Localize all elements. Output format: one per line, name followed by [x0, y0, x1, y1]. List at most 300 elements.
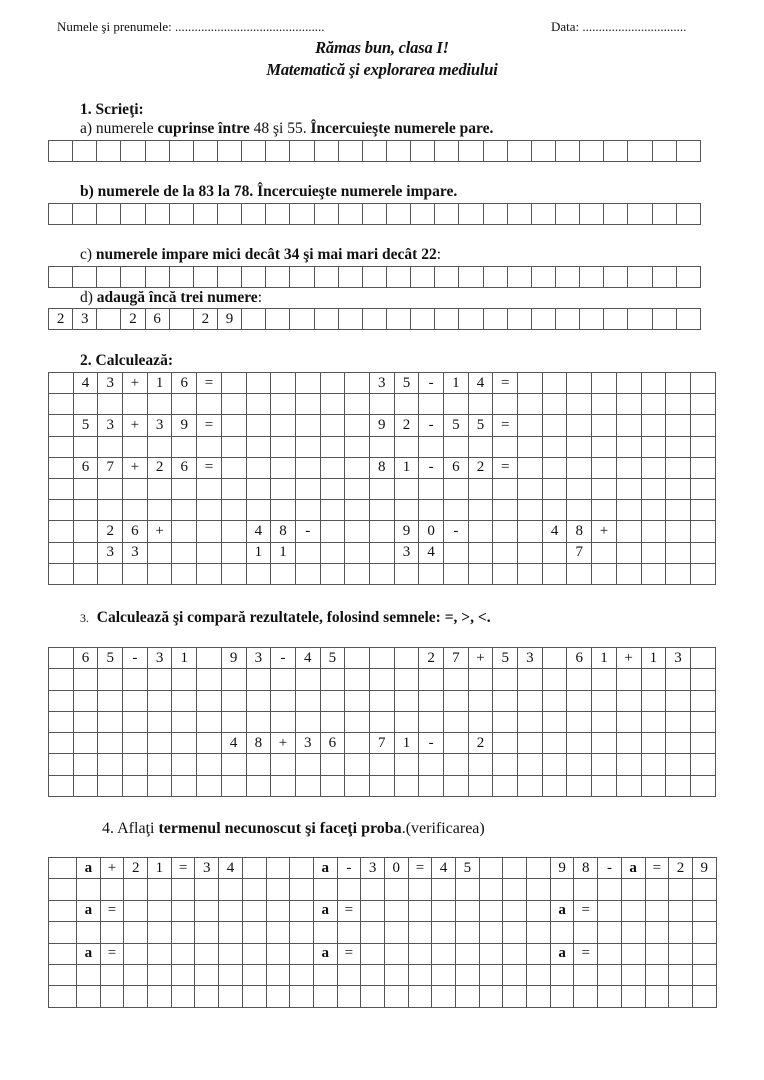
grid-cell[interactable]: [456, 964, 480, 985]
grid-cell[interactable]: [567, 394, 592, 415]
grid-cell[interactable]: [337, 879, 361, 900]
grid-cell[interactable]: [295, 563, 320, 584]
grid-cell[interactable]: 9: [172, 415, 197, 436]
grid-cell[interactable]: [124, 986, 148, 1007]
grid-cell[interactable]: 3: [295, 733, 320, 754]
grid-cell[interactable]: [444, 669, 469, 690]
grid-cell[interactable]: [567, 373, 592, 394]
grid-cell[interactable]: [616, 669, 641, 690]
grid-cell[interactable]: 0: [384, 858, 408, 879]
grid-cell[interactable]: [271, 711, 296, 732]
grid-cell[interactable]: [221, 563, 246, 584]
grid-cell[interactable]: [145, 204, 169, 225]
grid-cell[interactable]: [172, 521, 197, 542]
grid-cell[interactable]: [542, 648, 567, 669]
grid-cell[interactable]: [337, 964, 361, 985]
grid-cell[interactable]: 1: [394, 733, 419, 754]
grid-cell[interactable]: 2: [124, 858, 148, 879]
grid-cell[interactable]: [645, 986, 669, 1007]
grid-cell[interactable]: [479, 922, 503, 943]
grid-cell[interactable]: [527, 922, 551, 943]
grid-cell[interactable]: [531, 309, 555, 330]
grid-cell[interactable]: [669, 986, 693, 1007]
grid-cell[interactable]: [394, 436, 419, 457]
grid-cell[interactable]: [314, 267, 338, 288]
grid-cell[interactable]: [503, 986, 527, 1007]
grid-cell[interactable]: 3: [369, 373, 394, 394]
grid-cell[interactable]: [100, 922, 124, 943]
grid-cell[interactable]: [345, 542, 370, 563]
grid-cell[interactable]: [690, 478, 715, 499]
grid-cell[interactable]: [641, 669, 666, 690]
grid-cell[interactable]: [193, 267, 217, 288]
grid-cell[interactable]: [242, 986, 266, 1007]
grid-cell[interactable]: [124, 964, 148, 985]
grid-cell[interactable]: [320, 775, 345, 796]
grid-cell[interactable]: -: [295, 521, 320, 542]
grid-cell[interactable]: [408, 900, 432, 921]
grid-cell[interactable]: [49, 943, 77, 964]
grid-cell[interactable]: [148, 922, 172, 943]
grid-cell[interactable]: [567, 711, 592, 732]
grid-cell[interactable]: [246, 415, 271, 436]
grid-cell[interactable]: 6: [73, 457, 98, 478]
grid-cell[interactable]: -: [419, 457, 444, 478]
grid-cell[interactable]: [592, 690, 617, 711]
grid-cell[interactable]: [669, 943, 693, 964]
grid-cell[interactable]: [123, 711, 148, 732]
grid-cell[interactable]: a: [313, 858, 337, 879]
grid-cell[interactable]: [221, 478, 246, 499]
grid-cell[interactable]: [507, 141, 531, 162]
grid-cell[interactable]: -: [123, 648, 148, 669]
grid-cell[interactable]: [645, 879, 669, 900]
grid-cell[interactable]: [295, 711, 320, 732]
grid-cell[interactable]: [369, 711, 394, 732]
grid-cell[interactable]: -: [419, 733, 444, 754]
grid-cell[interactable]: [435, 309, 459, 330]
grid-cell[interactable]: [555, 204, 579, 225]
grid-cell[interactable]: [313, 879, 337, 900]
grid-cell[interactable]: [419, 711, 444, 732]
grid-cell[interactable]: [97, 204, 121, 225]
grid-cell[interactable]: [479, 943, 503, 964]
grid-cell[interactable]: =: [408, 858, 432, 879]
grid-cell[interactable]: [320, 669, 345, 690]
grid-cell[interactable]: [123, 690, 148, 711]
grid-cell[interactable]: [518, 457, 543, 478]
grid-cell[interactable]: +: [123, 373, 148, 394]
grid-cell[interactable]: [242, 922, 266, 943]
grid-cell[interactable]: 9: [369, 415, 394, 436]
grid-cell[interactable]: 5: [98, 648, 123, 669]
grid-cell[interactable]: [369, 394, 394, 415]
grid-cell[interactable]: [369, 775, 394, 796]
grid-cell[interactable]: 9: [217, 309, 241, 330]
grid-cell[interactable]: [246, 690, 271, 711]
grid-cell[interactable]: [616, 754, 641, 775]
grid-cell[interactable]: [479, 964, 503, 985]
grid-cell[interactable]: [197, 563, 222, 584]
grid-cell[interactable]: 8: [567, 521, 592, 542]
grid-cell[interactable]: [320, 457, 345, 478]
grid-cell[interactable]: [73, 711, 98, 732]
grid-cell[interactable]: [616, 563, 641, 584]
grid-cell[interactable]: [98, 754, 123, 775]
grid-cell[interactable]: a: [550, 900, 574, 921]
grid-cell[interactable]: [219, 943, 243, 964]
grid-cell[interactable]: 3: [361, 858, 385, 879]
grid-cell[interactable]: [394, 669, 419, 690]
grid-cell[interactable]: [542, 542, 567, 563]
grid-cell[interactable]: 1: [147, 373, 172, 394]
grid-cell[interactable]: [172, 711, 197, 732]
grid-cell[interactable]: [419, 775, 444, 796]
grid-cell[interactable]: 1: [444, 373, 469, 394]
grid-cell[interactable]: a: [313, 900, 337, 921]
grid-cell[interactable]: [246, 436, 271, 457]
grid-cell[interactable]: [459, 267, 483, 288]
grid-cell[interactable]: -: [444, 521, 469, 542]
grid-cell[interactable]: [49, 478, 74, 499]
grid-cell[interactable]: [641, 436, 666, 457]
grid-cell[interactable]: [362, 309, 386, 330]
grid-cell[interactable]: [641, 711, 666, 732]
grid-cell[interactable]: [98, 478, 123, 499]
grid-cell[interactable]: [73, 669, 98, 690]
grid-cell[interactable]: a: [313, 943, 337, 964]
grid-cell[interactable]: 7: [444, 648, 469, 669]
grid-cell[interactable]: [411, 309, 435, 330]
grid-cell[interactable]: [604, 204, 628, 225]
grid-cell[interactable]: [628, 309, 652, 330]
grid-cell[interactable]: [195, 922, 219, 943]
grid-cell[interactable]: [645, 943, 669, 964]
grid-cell[interactable]: [518, 521, 543, 542]
grid-cell[interactable]: [77, 922, 101, 943]
grid-cell[interactable]: [77, 986, 101, 1007]
grid-cell[interactable]: [592, 394, 617, 415]
grid-cell[interactable]: 1: [592, 648, 617, 669]
grid-cell[interactable]: [295, 478, 320, 499]
grid-cell[interactable]: [320, 394, 345, 415]
grid-cell[interactable]: [479, 986, 503, 1007]
grid-cell[interactable]: [266, 267, 290, 288]
grid-cell[interactable]: [616, 436, 641, 457]
grid-cell[interactable]: [542, 500, 567, 521]
grid-cell[interactable]: [690, 457, 715, 478]
grid-cell[interactable]: [290, 943, 314, 964]
grid-cell[interactable]: [468, 775, 493, 796]
grid-cell[interactable]: -: [337, 858, 361, 879]
grid-cell[interactable]: [295, 415, 320, 436]
grid-cell[interactable]: [435, 267, 459, 288]
grid-cell[interactable]: [98, 690, 123, 711]
grid-cell[interactable]: [49, 900, 77, 921]
grid-cell[interactable]: [444, 436, 469, 457]
grid-cell[interactable]: [73, 542, 98, 563]
grid-cell[interactable]: [197, 669, 222, 690]
grid-cell[interactable]: [124, 900, 148, 921]
grid-cell[interactable]: [313, 964, 337, 985]
grid-cell[interactable]: [550, 986, 574, 1007]
grid-cell[interactable]: [49, 204, 73, 225]
grid-cell[interactable]: [652, 141, 676, 162]
grid-cell[interactable]: [320, 711, 345, 732]
grid-cell[interactable]: [169, 141, 193, 162]
grid-cell[interactable]: [580, 204, 604, 225]
grid-cell[interactable]: [295, 775, 320, 796]
grid-cell[interactable]: [338, 204, 362, 225]
grid-cell[interactable]: [73, 754, 98, 775]
grid-cell[interactable]: [147, 775, 172, 796]
grid-cell[interactable]: [604, 267, 628, 288]
grid-cell[interactable]: [369, 542, 394, 563]
grid-cell[interactable]: [123, 669, 148, 690]
grid-cell[interactable]: [598, 964, 622, 985]
grid-cell[interactable]: [290, 964, 314, 985]
grid-cell[interactable]: [550, 964, 574, 985]
grid-cell[interactable]: [432, 964, 456, 985]
grid-cell[interactable]: [518, 690, 543, 711]
grid-cell[interactable]: [574, 986, 598, 1007]
grid-cell[interactable]: [295, 754, 320, 775]
grid-cell[interactable]: [221, 436, 246, 457]
grid-cell[interactable]: [361, 986, 385, 1007]
grid-cell[interactable]: [97, 141, 121, 162]
grid-cell[interactable]: [123, 500, 148, 521]
grid-cell[interactable]: [266, 858, 290, 879]
grid-cell[interactable]: [690, 733, 715, 754]
grid-cell[interactable]: [527, 858, 551, 879]
grid-cell[interactable]: =: [197, 373, 222, 394]
grid-cell[interactable]: [49, 733, 74, 754]
grid-cell[interactable]: [171, 964, 195, 985]
grid-cell[interactable]: +: [592, 521, 617, 542]
grid-cell[interactable]: [531, 204, 555, 225]
grid-cell[interactable]: [242, 141, 266, 162]
grid-cell[interactable]: [483, 141, 507, 162]
grid-cell[interactable]: [692, 922, 716, 943]
grid-cell[interactable]: [676, 267, 700, 288]
grid-cell[interactable]: [217, 267, 241, 288]
grid-cell[interactable]: [320, 690, 345, 711]
grid-cell[interactable]: [271, 690, 296, 711]
grid-cell[interactable]: [171, 879, 195, 900]
grid-cell[interactable]: [123, 775, 148, 796]
grid-cell[interactable]: [690, 521, 715, 542]
grid-cell[interactable]: [503, 879, 527, 900]
grid-cell[interactable]: [692, 879, 716, 900]
grid-cell[interactable]: [518, 775, 543, 796]
grid-cell[interactable]: [123, 394, 148, 415]
grid-cell[interactable]: [628, 141, 652, 162]
grid-cell[interactable]: 6: [123, 521, 148, 542]
grid-cell[interactable]: [567, 775, 592, 796]
grid-cell[interactable]: [49, 457, 74, 478]
grid-cell[interactable]: [616, 542, 641, 563]
grid-cell[interactable]: [592, 457, 617, 478]
grid-cell[interactable]: [493, 500, 518, 521]
grid-cell[interactable]: [320, 542, 345, 563]
grid-cell[interactable]: [271, 754, 296, 775]
grid-cell[interactable]: [518, 542, 543, 563]
grid-cell[interactable]: [459, 141, 483, 162]
grid-cell[interactable]: [361, 943, 385, 964]
grid-cell[interactable]: [411, 204, 435, 225]
grid-cell[interactable]: [197, 733, 222, 754]
grid-cell[interactable]: [616, 373, 641, 394]
grid-cell[interactable]: [394, 478, 419, 499]
grid-cell[interactable]: 1: [271, 542, 296, 563]
grid-cell[interactable]: [49, 563, 74, 584]
grid-cell[interactable]: [121, 204, 145, 225]
grid-cell[interactable]: [666, 563, 691, 584]
grid-cell[interactable]: [123, 754, 148, 775]
grid-cell[interactable]: [493, 542, 518, 563]
grid-cell[interactable]: a: [77, 858, 101, 879]
grid-cell[interactable]: [676, 141, 700, 162]
grid-cell[interactable]: [444, 690, 469, 711]
grid-cell[interactable]: [641, 542, 666, 563]
grid-cell[interactable]: [49, 690, 74, 711]
grid-cell[interactable]: [479, 900, 503, 921]
grid-cell[interactable]: [574, 879, 598, 900]
grid-cell[interactable]: [692, 986, 716, 1007]
grid-cell[interactable]: [98, 500, 123, 521]
grid-cell[interactable]: [690, 373, 715, 394]
grid-cell[interactable]: [518, 415, 543, 436]
grid-cell[interactable]: [394, 711, 419, 732]
grid-cell[interactable]: [98, 436, 123, 457]
grid-cell[interactable]: [479, 858, 503, 879]
grid-cell[interactable]: [148, 986, 172, 1007]
grid-cell[interactable]: =: [171, 858, 195, 879]
grid-cell[interactable]: [345, 733, 370, 754]
grid-cell[interactable]: [313, 986, 337, 1007]
grid-cell[interactable]: [468, 500, 493, 521]
grid-cell[interactable]: [666, 500, 691, 521]
grid-cell[interactable]: [271, 500, 296, 521]
grid-cell[interactable]: [394, 394, 419, 415]
grid-cell[interactable]: 7: [567, 542, 592, 563]
grid-cell[interactable]: [362, 204, 386, 225]
grid-cell[interactable]: [271, 669, 296, 690]
grid-cell[interactable]: [468, 563, 493, 584]
grid-cell[interactable]: [493, 775, 518, 796]
grid-cell[interactable]: [361, 900, 385, 921]
grid-cell[interactable]: [219, 879, 243, 900]
grid-cell[interactable]: [271, 394, 296, 415]
grid-cell[interactable]: [542, 563, 567, 584]
grid-cell[interactable]: +: [100, 858, 124, 879]
grid-cell[interactable]: [193, 141, 217, 162]
grid-cell[interactable]: [645, 922, 669, 943]
grid-cell[interactable]: [666, 690, 691, 711]
grid-cell[interactable]: [456, 900, 480, 921]
grid-cell[interactable]: [98, 669, 123, 690]
grid-cell[interactable]: [592, 563, 617, 584]
grid-cell[interactable]: [419, 754, 444, 775]
grid-cell[interactable]: +: [123, 457, 148, 478]
grid-cell[interactable]: [147, 690, 172, 711]
grid-cell[interactable]: [503, 858, 527, 879]
grid-cell[interactable]: [195, 879, 219, 900]
grid-cell[interactable]: 6: [320, 733, 345, 754]
grid-cell[interactable]: [369, 436, 394, 457]
grid-cell[interactable]: 3: [147, 415, 172, 436]
grid-cell[interactable]: [567, 457, 592, 478]
grid-cell[interactable]: [73, 690, 98, 711]
grid-cell[interactable]: [49, 879, 77, 900]
grid-cell[interactable]: [169, 309, 193, 330]
grid-cell[interactable]: [221, 669, 246, 690]
grid-cell[interactable]: [219, 900, 243, 921]
grid-cell[interactable]: [592, 415, 617, 436]
grid-cell[interactable]: [598, 879, 622, 900]
grid-cell[interactable]: [221, 542, 246, 563]
grid-cell[interactable]: [690, 669, 715, 690]
grid-cell[interactable]: +: [147, 521, 172, 542]
grid-cell[interactable]: [503, 922, 527, 943]
grid-cell[interactable]: [290, 204, 314, 225]
grid-cell[interactable]: 4: [542, 521, 567, 542]
grid-cell[interactable]: [221, 373, 246, 394]
grid-cell[interactable]: [592, 669, 617, 690]
grid-cell[interactable]: [408, 943, 432, 964]
grid-cell[interactable]: [290, 900, 314, 921]
grid-cell[interactable]: [692, 900, 716, 921]
grid-cell[interactable]: [345, 563, 370, 584]
grid-cell[interactable]: [666, 478, 691, 499]
grid-cell[interactable]: [567, 415, 592, 436]
grid-cell[interactable]: [592, 436, 617, 457]
grid-cell[interactable]: [419, 669, 444, 690]
grid-cell[interactable]: [197, 521, 222, 542]
grid-cell[interactable]: [246, 500, 271, 521]
grid-cell[interactable]: [172, 542, 197, 563]
grid-cell[interactable]: [369, 754, 394, 775]
grid-cell[interactable]: 5: [394, 373, 419, 394]
grid-cell[interactable]: [49, 775, 74, 796]
grid-cell[interactable]: [124, 943, 148, 964]
grid-cell[interactable]: [219, 964, 243, 985]
grid-cell[interactable]: [386, 309, 410, 330]
grid-cell[interactable]: [690, 711, 715, 732]
grid-cell[interactable]: [459, 204, 483, 225]
grid-cell[interactable]: [49, 415, 74, 436]
grid-cell[interactable]: [345, 521, 370, 542]
grid-cell[interactable]: [386, 204, 410, 225]
grid-cell[interactable]: 3: [98, 415, 123, 436]
grid-cell[interactable]: 6: [567, 648, 592, 669]
grid-cell[interactable]: [690, 394, 715, 415]
grid-cell[interactable]: [456, 879, 480, 900]
grid-cell[interactable]: =: [574, 900, 598, 921]
grid-cell[interactable]: [542, 754, 567, 775]
grid-cell[interactable]: [493, 669, 518, 690]
grid-cell[interactable]: [592, 373, 617, 394]
grid-cell[interactable]: [98, 733, 123, 754]
grid-cell[interactable]: [621, 900, 645, 921]
grid-cell[interactable]: [197, 690, 222, 711]
grid-cell[interactable]: 3: [123, 542, 148, 563]
grid-cell[interactable]: [384, 879, 408, 900]
grid-cell[interactable]: [73, 478, 98, 499]
grid-cell[interactable]: =: [197, 457, 222, 478]
grid-cell[interactable]: [49, 542, 74, 563]
grid-cell[interactable]: [507, 309, 531, 330]
